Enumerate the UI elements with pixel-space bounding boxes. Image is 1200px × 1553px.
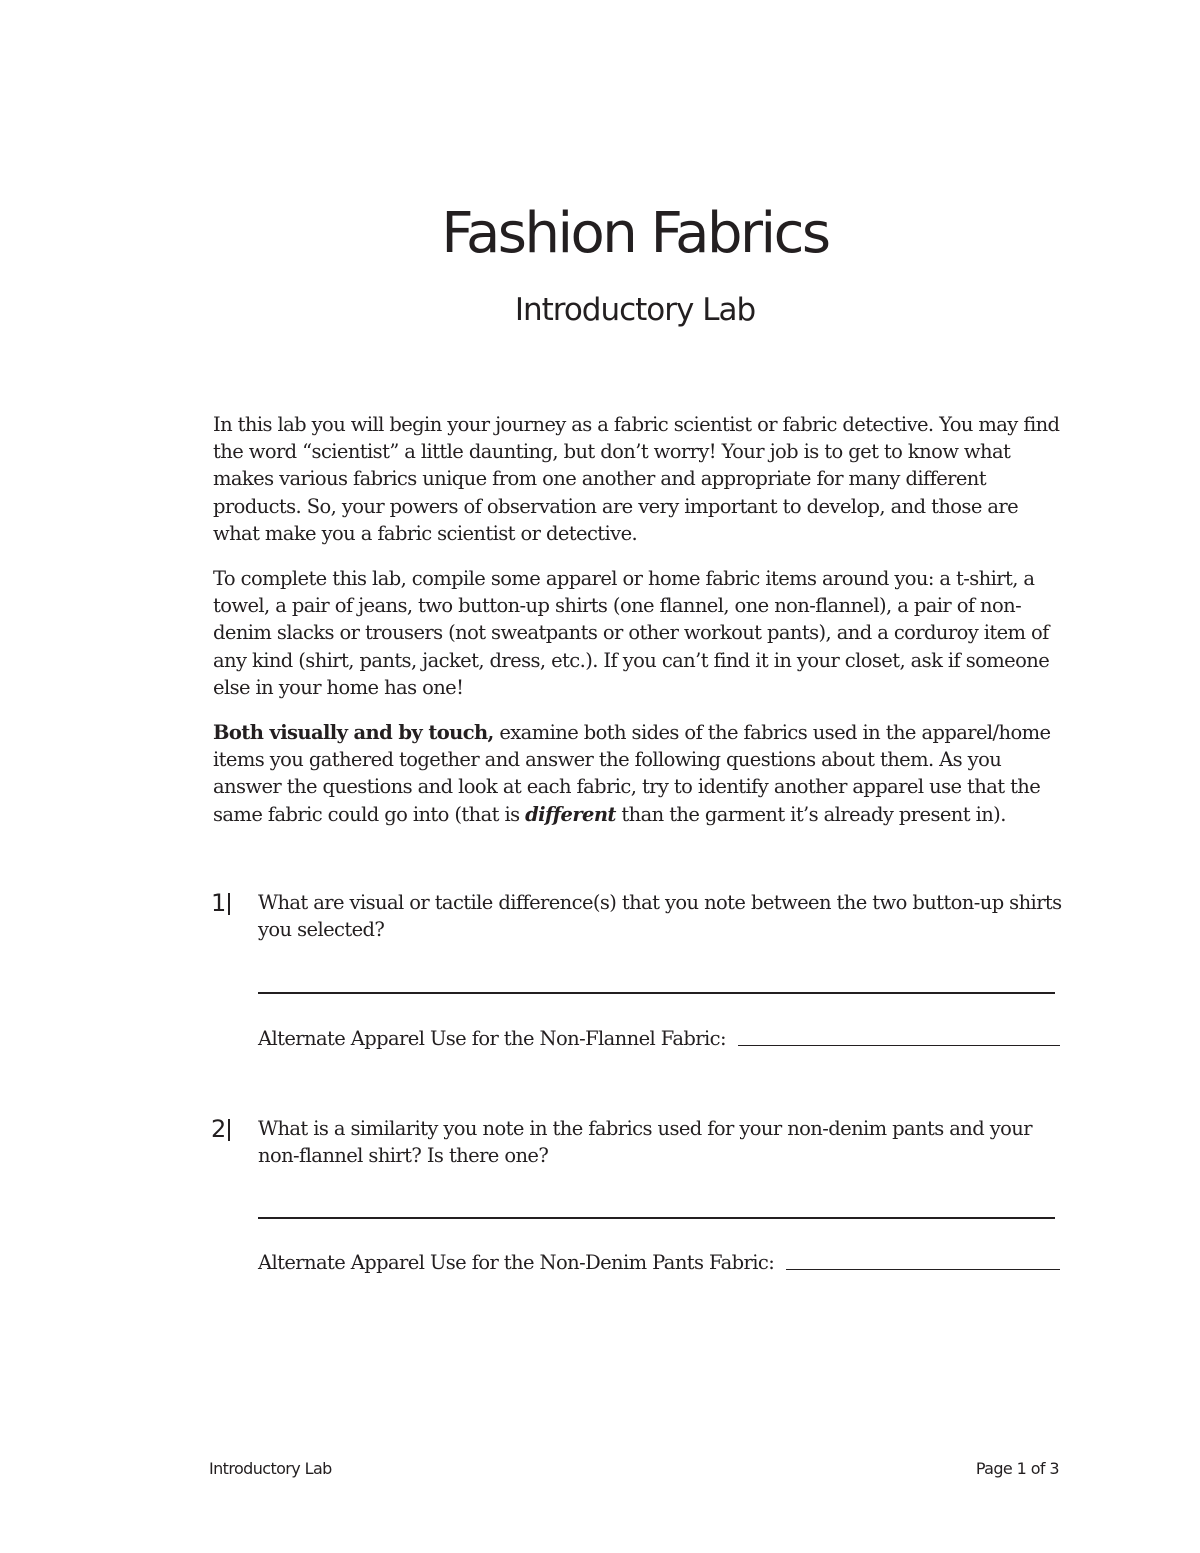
instructions-text-part1: examine both sides of the fabrics used in the apparel/home items you gathered together and answer the following questions about them. As you answer the questions and look at each fabric, try to identify another apparel use that the same fabric could go into (that is [213, 721, 1051, 826]
alternate-use-row [258, 1249, 1060, 1276]
document-title: Fashion Fabrics [441, 201, 829, 266]
question-number-divider [228, 893, 230, 915]
alternate-use-label: Alternate Apparel Use for the Non-Flannel Fabric: [258, 1027, 726, 1050]
alternate-use-label: Alternate Apparel Use for the Non-Denim Pants Fabric: [258, 1251, 775, 1274]
alternate-use-blank[interactable] [786, 1269, 1060, 1271]
answer-line[interactable] [258, 1217, 1055, 1219]
question-number: 2 [211, 1115, 226, 1143]
document-subtitle: Introductory Lab [514, 292, 756, 328]
instructions-paragraph [213, 719, 1063, 828]
answer-line[interactable] [258, 992, 1055, 994]
footer-document-name: Introductory Lab [209, 1459, 332, 1478]
question-text: What is a similarity you note in the fabrics used for your non-denim pants and your non-flannel shirt? Is there one? [258, 1117, 1032, 1168]
instructions-text-part2: than the garment it’s already present in). [615, 802, 1006, 826]
question-text: What are visual or tactile difference(s) that you note between the two button-up shirts you selected? [258, 891, 1062, 942]
materials-paragraph: To complete this lab, compile some apparel or home fabric items around you: a t-shirt, a towel, a pair of jeans, two button-up shirts (one flannel, one non-flannel), a pair of non-denim slacks or trousers (not sweatpants or other workout pants), and a corduroy item of any kind (shirt, pants, jacket, dress, etc.). If you can’t find it in your closet, ask if someone else in your home has one! [213, 567, 1050, 699]
question-number: 1 [211, 889, 226, 917]
footer-page-number: Page 1 of 3 [975, 1459, 1059, 1478]
alternate-use-row [258, 1025, 1060, 1052]
intro-paragraph: In this lab you will begin your journey as a fabric scientist or fabric detective. You may find the word “scientist” a little daunting, but don’t worry! Your job is to get to know what makes various fabrics unique from one another and appropriate for many different products. So, your powers of observation are very important to develop, and those are what make you a fabric scientist or detective. [213, 413, 1060, 545]
alternate-use-blank[interactable] [738, 1045, 1060, 1047]
question-number-divider [228, 1119, 230, 1141]
instructions-bold-lead: Both visually and by touch, [213, 721, 494, 744]
instructions-emphasis: different [525, 802, 616, 826]
